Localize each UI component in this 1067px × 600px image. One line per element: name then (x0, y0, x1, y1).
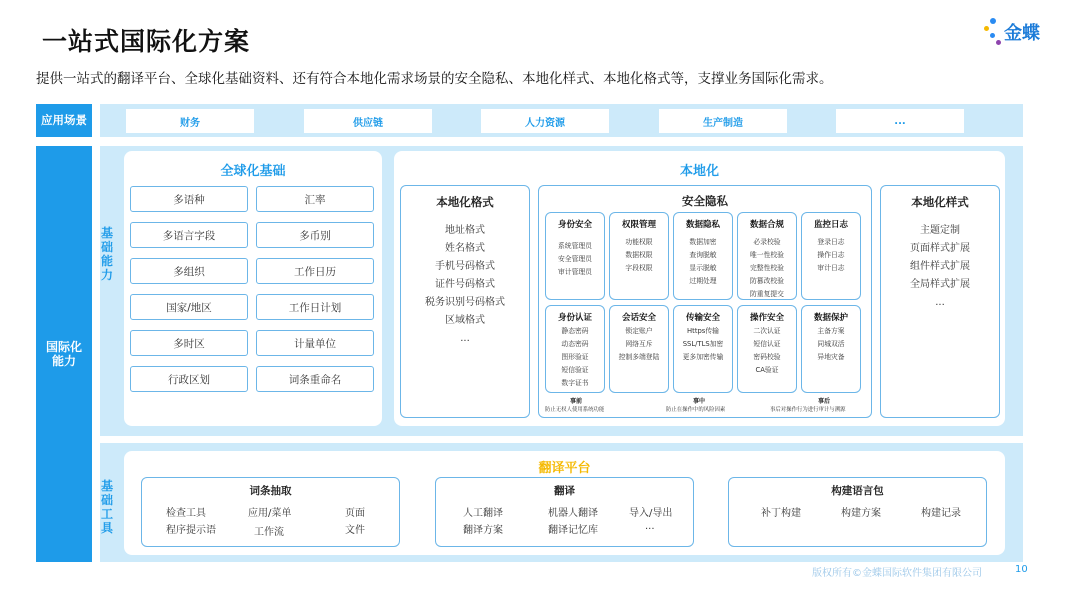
scenario-manufacturing: 生产制造 (659, 109, 787, 133)
privacy-section (609, 305, 669, 393)
scenario-hr: 人力资源 (481, 109, 609, 133)
section-item: 短信验证 (561, 366, 589, 374)
basic-capability-band (100, 146, 1023, 436)
global-item: 词条重命名 (256, 366, 374, 392)
translation-title: 翻译 (554, 485, 575, 497)
intl-capability-label: 国际化能力 (36, 146, 92, 562)
format-item: 地址格式 (445, 225, 485, 236)
section-item: 图形验证 (561, 353, 589, 361)
section-title: 会话安全 (621, 313, 656, 323)
privacy-section (609, 212, 669, 300)
kingdee-logo (980, 14, 1050, 48)
section-item: 必录校验 (753, 238, 781, 246)
phase-after-desc: 事后对操作行为进行审计与溯源 (770, 407, 846, 413)
phase-before-title: 事前 (570, 398, 583, 405)
section-item: 审计日志 (817, 264, 845, 272)
privacy-section (737, 305, 797, 393)
page-subtitle: 提供一站式的翻译平台、全球化基础资料、还有符合本地化需求场景的安全隐私、本地化样式、本地化格式等，支撑业务国际化需求。 (36, 71, 833, 87)
section-item: 网络互斥 (625, 340, 653, 348)
global-base-title: 全球化基础 (220, 164, 286, 179)
term-extraction-title: 词条抽取 (249, 485, 292, 497)
term-extraction-box (141, 477, 400, 547)
translation-platform-title: 翻译平台 (538, 461, 591, 476)
translation-item: 翻译记忆库 (548, 525, 598, 536)
section-item: 操作日志 (817, 251, 845, 259)
section-item: 系统管理员 (558, 242, 592, 250)
format-item: ... (460, 333, 470, 344)
style-item: 主题定制 (920, 225, 960, 236)
section-title: 身份认证 (557, 313, 592, 323)
section-item: 同城双活 (817, 340, 845, 348)
extraction-item: 应用/菜单 (248, 508, 292, 519)
logo-text: 金蝶 (1004, 23, 1040, 44)
extraction-item: 程序提示语 (166, 525, 216, 536)
global-item: 多语种 (130, 186, 248, 212)
extraction-item: 工作流 (254, 527, 284, 538)
localization-title: 本地化 (679, 164, 719, 179)
privacy-section (545, 305, 605, 393)
global-item: 多组织 (130, 258, 248, 284)
basic-tools-label: 基础工具 (100, 479, 113, 535)
section-item: 数据权限 (625, 251, 653, 259)
section-item: 防篡改校验 (750, 277, 784, 285)
format-item: 手机号码格式 (435, 261, 495, 272)
local-style-list (881, 222, 999, 312)
section-item: 过期处理 (689, 277, 717, 285)
format-item: 区域格式 (445, 315, 485, 326)
global-item: 汇率 (256, 186, 374, 212)
section-item: 密码校验 (753, 353, 781, 361)
section-item: 完整性校验 (750, 264, 784, 272)
global-item: 工作日历 (256, 258, 374, 284)
section-title: 权限管理 (621, 220, 656, 230)
phase-after-title: 事后 (818, 398, 831, 405)
section-item: SSL/TLS加密 (682, 340, 724, 348)
phase-before-desc: 防止无权人使用系统功能 (545, 407, 605, 413)
scenario-supply-chain: 供应链 (304, 109, 432, 133)
translation-item: 人工翻译 (463, 508, 503, 519)
security-privacy-title: 安全隐私 (682, 194, 728, 208)
section-item: 更多加密传输 (682, 353, 724, 361)
section-item: 主备方案 (817, 327, 845, 335)
translation-item: ... (645, 521, 655, 532)
section-title: 操作安全 (749, 313, 784, 323)
copyright-footer: 版权所有©金蝶国际软件集团有限公司 (812, 568, 982, 579)
section-title: 传输安全 (685, 313, 720, 323)
section-item: 显示脱敏 (689, 264, 717, 272)
translation-box (435, 477, 694, 547)
section-item: CA验证 (755, 366, 779, 374)
phase-during-desc: 防止在操作中的风险因素 (666, 407, 726, 413)
section-item: 唯一性校验 (750, 251, 784, 259)
translation-item: 翻译方案 (463, 525, 503, 536)
global-item: 计量单位 (256, 330, 374, 356)
global-item: 国家/地区 (130, 294, 248, 320)
section-item: 查询脱敏 (689, 251, 717, 259)
section-title: 监控日志 (813, 220, 848, 230)
section-item: 锁定账户 (625, 327, 653, 335)
local-format-box (400, 185, 530, 418)
section-item: 数字证书 (561, 379, 589, 387)
privacy-section (737, 212, 797, 300)
section-title: 数据保护 (813, 313, 848, 323)
app-scenarios-label: 应用场景 (36, 104, 92, 137)
section-item: 功能权限 (625, 238, 653, 246)
local-style-title: 本地化样式 (911, 195, 969, 209)
section-title: 数据隐私 (685, 220, 720, 230)
format-item: 税务识别号码格式 (425, 297, 505, 308)
privacy-section (673, 212, 733, 300)
section-item: 字段权限 (625, 264, 653, 272)
privacy-section (673, 305, 733, 393)
local-format-list (401, 222, 529, 348)
privacy-section (801, 305, 861, 393)
langpack-item: 构建记录 (921, 508, 961, 519)
translation-item: 机器人翻译 (548, 508, 598, 519)
section-item: 防重复提交 (750, 290, 784, 298)
section-title: 身份安全 (557, 220, 592, 230)
global-item: 工作日计划 (256, 294, 374, 320)
global-item: 多币别 (256, 222, 374, 248)
section-item: 审计管理员 (558, 268, 592, 276)
section-item: 安全管理员 (558, 255, 592, 263)
phase-during-title: 事中 (693, 398, 706, 405)
format-item: 证件号码格式 (435, 279, 495, 290)
section-item: 数据加密 (689, 238, 717, 246)
privacy-section (545, 212, 605, 300)
scenario-finance: 财务 (126, 109, 254, 133)
build-langpack-title: 构建语言包 (831, 485, 884, 497)
build-langpack-box (728, 477, 987, 547)
privacy-section (801, 212, 861, 300)
extraction-item: 文件 (345, 525, 365, 536)
global-item: 多语言字段 (130, 222, 248, 248)
section-item: 二次认证 (753, 327, 781, 335)
page-number: 10 (1015, 564, 1028, 575)
basic-capability-label: 基础能力 (100, 226, 113, 282)
style-item: 全局样式扩展 (910, 279, 970, 290)
section-item: 短信认证 (753, 340, 781, 348)
app-scenarios-band (100, 104, 1023, 137)
extraction-item: 页面 (345, 508, 365, 519)
style-item: 组件样式扩展 (910, 261, 970, 272)
extraction-item: 检查工具 (166, 508, 206, 519)
format-item: 姓名格式 (445, 243, 485, 254)
section-title: 数据合规 (749, 220, 784, 230)
security-privacy-box (538, 185, 872, 418)
scenario-more: ... (836, 109, 964, 133)
section-item: 动态密码 (561, 340, 589, 348)
style-item: 页面样式扩展 (910, 243, 970, 254)
global-base-panel (124, 151, 382, 426)
page-title: 一站式国际化方案 (42, 27, 251, 56)
section-item: 异地灾备 (817, 353, 845, 361)
style-item: ... (935, 297, 945, 308)
langpack-item: 补丁构建 (761, 508, 801, 519)
global-item: 多时区 (130, 330, 248, 356)
section-item: 静态密码 (561, 327, 589, 335)
section-item: Https传输 (687, 327, 719, 335)
global-item: 行政区划 (130, 366, 248, 392)
local-style-box (880, 185, 1000, 418)
translation-item: 导入/导出 (629, 508, 673, 519)
local-format-title: 本地化格式 (436, 195, 494, 209)
localization-panel (394, 151, 1005, 426)
section-item: 登录日志 (817, 238, 845, 246)
section-item: 控制多端登陆 (618, 353, 660, 361)
langpack-item: 构建方案 (841, 508, 881, 519)
